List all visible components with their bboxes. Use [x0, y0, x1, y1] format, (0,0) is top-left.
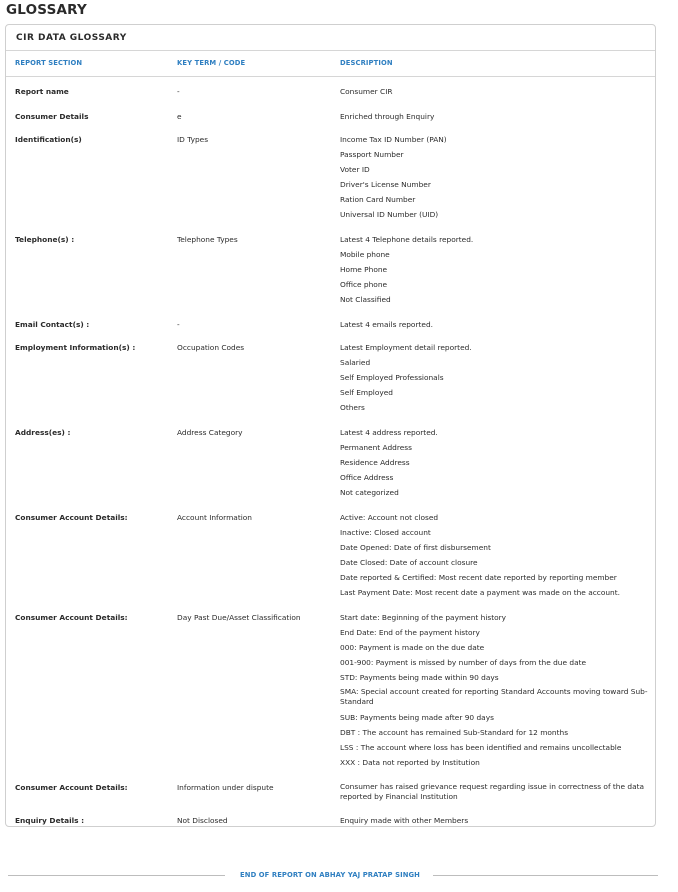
table-row	[6, 132, 655, 232]
description-line: Self Employed	[340, 388, 393, 397]
description-line: 001-900: Payment is missed by number of days from the due date	[340, 658, 587, 667]
description-line: Home Phone	[340, 265, 388, 274]
description-line: Inactive: Closed account	[340, 528, 431, 537]
key-term-cell: Information under dispute	[177, 783, 274, 792]
description-cell	[340, 813, 652, 828]
column-header-key-term: KEY TERM / CODE	[177, 59, 246, 67]
description-line: Voter ID	[340, 165, 370, 174]
table-row	[6, 317, 655, 340]
table-row	[6, 610, 655, 780]
description-line: Last Payment Date: Most recent date a payment was made on the account.	[340, 588, 620, 597]
description-cell	[340, 84, 652, 99]
end-of-report-text: END OF REPORT ON ABHAY YAJ PRATAP SINGH	[240, 871, 420, 879]
report-section-cell: Address(es) :	[15, 428, 71, 437]
description-cell	[340, 109, 652, 124]
description-line: Driver's License Number	[340, 180, 431, 189]
column-header-report-section: REPORT SECTION	[15, 59, 83, 67]
description-cell	[340, 510, 652, 600]
description-line: Income Tax ID Number (PAN)	[340, 135, 447, 144]
description-cell	[340, 780, 652, 805]
description-line: End Date: End of the payment history	[340, 628, 480, 637]
description-cell	[340, 610, 652, 770]
column-header-description: DESCRIPTION	[340, 59, 393, 67]
table-row	[6, 780, 655, 813]
glossary-rows	[6, 77, 655, 828]
key-term-cell: ID Types	[177, 135, 209, 144]
report-section-cell: Consumer Details	[15, 112, 89, 121]
glossary-card	[5, 24, 656, 827]
description-line: Latest 4 address reported.	[340, 428, 438, 437]
description-line: 000: Payment is made on the due date	[340, 643, 485, 652]
description-line: Not Classified	[340, 295, 391, 304]
description-line: Latest 4 Telephone details reported.	[340, 235, 474, 244]
description-line: Permanent Address	[340, 443, 412, 452]
report-section-cell: Identification(s)	[15, 135, 82, 144]
report-section-cell: Report name	[15, 87, 69, 96]
description-line: Ration Card Number	[340, 195, 416, 204]
description-line: SUB: Payments being made after 90 days	[340, 713, 494, 722]
description-line: Start date: Beginning of the payment history	[340, 613, 507, 622]
table-row	[6, 813, 655, 828]
key-term-cell: Account Information	[177, 513, 252, 522]
description-line: LSS : The account where loss has been identified and remains uncollectable	[340, 743, 622, 752]
table-row	[6, 510, 655, 610]
description-line: Date reported & Certified: Most recent date reported by reporting member	[340, 573, 617, 582]
key-term-cell: -	[177, 320, 180, 329]
key-term-cell: Occupation Codes	[177, 343, 245, 352]
description-line: SMA: Special account created for reporting Standard Accounts moving toward Sub-Standard	[340, 687, 648, 706]
description-line: STD: Payments being made within 90 days	[340, 673, 499, 682]
card-title: CIR DATA GLOSSARY	[6, 25, 655, 51]
description-line: Salaried	[340, 358, 371, 367]
description-line: Passport Number	[340, 150, 404, 159]
column-headers	[6, 51, 655, 77]
footer-divider-left	[8, 875, 225, 876]
report-section-cell: Employment Information(s) :	[15, 343, 136, 352]
description-cell	[340, 232, 652, 307]
description-line: Consumer has raised grievance request regarding issue in correctness of the data reported by Financial Institution	[340, 782, 645, 801]
description-line: Universal ID Number (UID)	[340, 210, 439, 219]
key-term-cell: Day Past Due/Asset Classification	[177, 613, 301, 622]
key-term-cell: Not Disclosed	[177, 816, 228, 825]
description-line: Others	[340, 403, 365, 412]
report-section-cell: Enquiry Details :	[15, 816, 85, 825]
description-line: Enriched through Enquiry	[340, 112, 435, 121]
description-line: Date Opened: Date of first disbursement	[340, 543, 491, 552]
description-cell	[340, 132, 652, 222]
description-line: Latest Employment detail reported.	[340, 343, 472, 352]
description-line: XXX : Data not reported by Institution	[340, 758, 480, 767]
report-section-cell: Consumer Account Details:	[15, 783, 128, 792]
description-line: Self Employed Professionals	[340, 373, 444, 382]
report-section-cell: Telephone(s) :	[15, 235, 75, 244]
key-term-cell: Address Category	[177, 428, 243, 437]
description-line: Active: Account not closed	[340, 513, 439, 522]
table-row	[6, 84, 655, 109]
key-term-cell: e	[177, 112, 182, 121]
description-line: Office Address	[340, 473, 394, 482]
page-title: GLOSSARY	[6, 2, 87, 18]
table-row	[6, 109, 655, 132]
table-row	[6, 425, 655, 510]
footer-divider-right	[433, 875, 658, 876]
description-cell	[340, 340, 652, 415]
table-row	[6, 340, 655, 425]
description-line: DBT : The account has remained Sub-Standard for 12 months	[340, 728, 569, 737]
description-line: Date Closed: Date of account closure	[340, 558, 478, 567]
report-footer	[0, 870, 678, 882]
report-section-cell: Consumer Account Details:	[15, 613, 128, 622]
description-line: Latest 4 emails reported.	[340, 320, 433, 329]
description-cell	[340, 425, 652, 500]
description-line: Enquiry made with other Members	[340, 816, 469, 825]
description-line: Consumer CIR	[340, 87, 393, 96]
key-term-cell: Telephone Types	[177, 235, 238, 244]
description-line: Office phone	[340, 280, 388, 289]
description-line: Residence Address	[340, 458, 410, 467]
report-section-cell: Consumer Account Details:	[15, 513, 128, 522]
description-line: Not categorized	[340, 488, 399, 497]
description-line: Mobile phone	[340, 250, 390, 259]
key-term-cell: -	[177, 87, 180, 96]
report-section-cell: Email Contact(s) :	[15, 320, 90, 329]
table-row	[6, 232, 655, 317]
description-cell	[340, 317, 652, 332]
